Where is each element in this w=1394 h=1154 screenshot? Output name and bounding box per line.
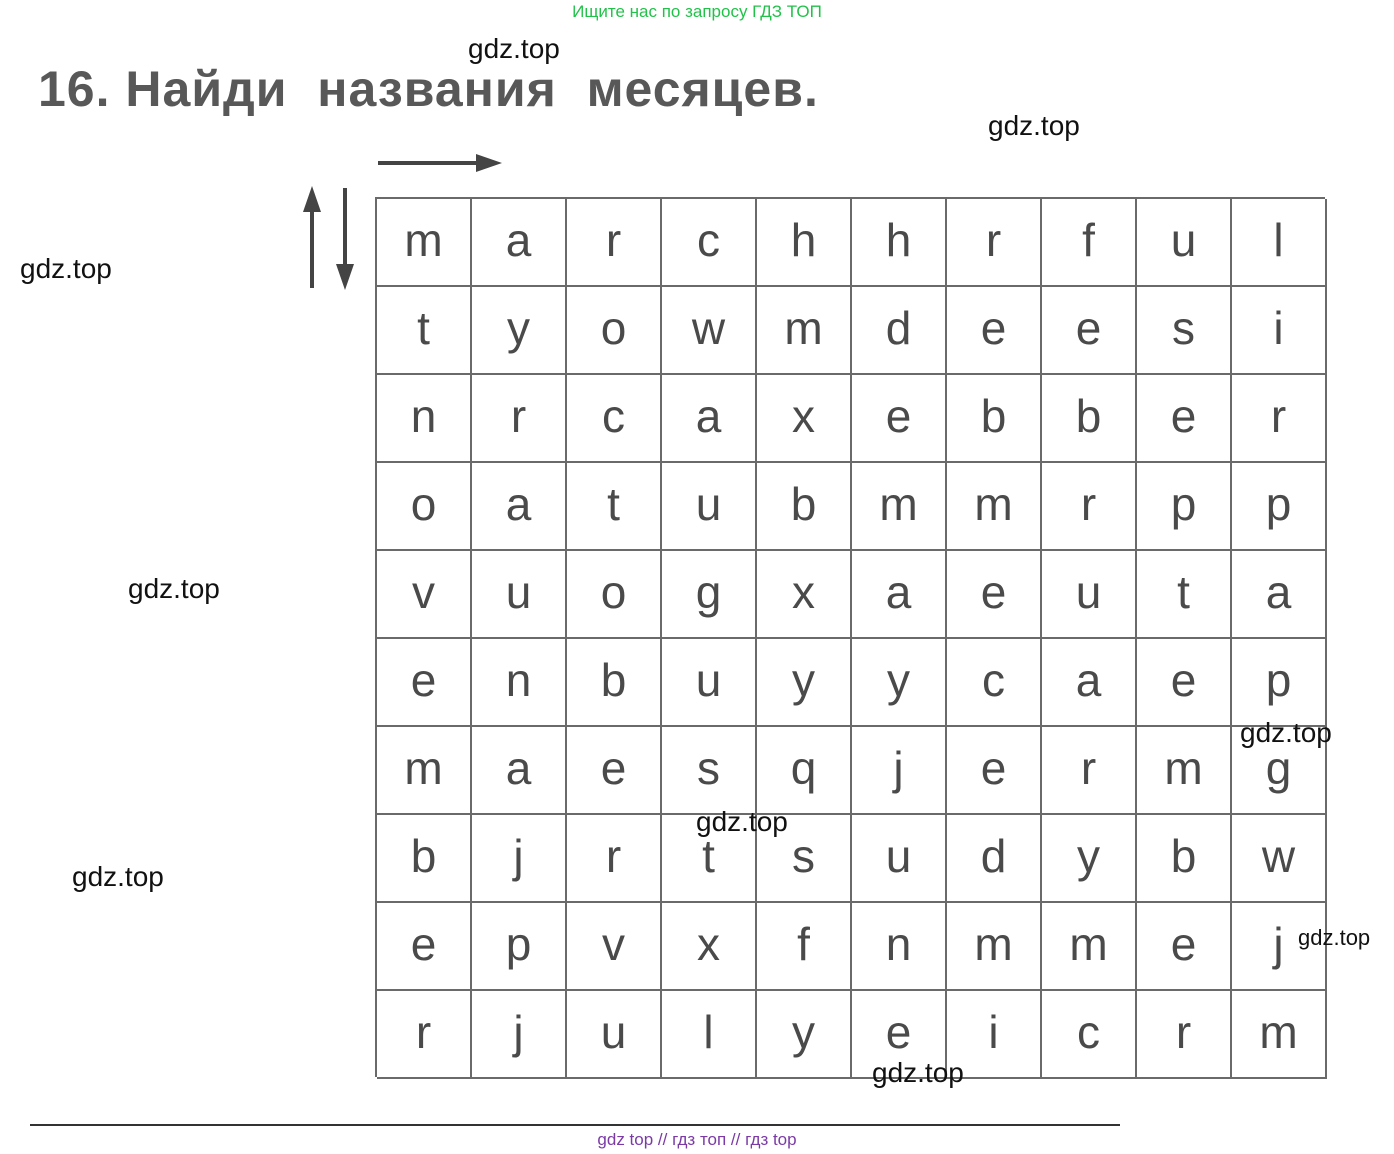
grid-cell[interactable]: t [377, 287, 472, 375]
grid-cell[interactable]: m [377, 727, 472, 815]
grid-cell[interactable]: m [947, 463, 1042, 551]
grid-cell[interactable]: a [472, 727, 567, 815]
grid-cell[interactable]: m [1042, 903, 1137, 991]
grid-cell[interactable]: r [1042, 463, 1137, 551]
grid-cell[interactable]: y [1042, 815, 1137, 903]
watermark: gdz.top [696, 806, 788, 837]
grid-cell[interactable]: m [852, 463, 947, 551]
watermark: gdz.top [20, 253, 112, 284]
grid-cell[interactable]: e [947, 287, 1042, 375]
grid-cell[interactable]: n [377, 375, 472, 463]
grid-cell[interactable]: a [852, 551, 947, 639]
grid-cell[interactable]: h [852, 199, 947, 287]
grid-cell[interactable]: l [1232, 199, 1327, 287]
grid-cell[interactable]: r [1042, 727, 1137, 815]
grid-cell[interactable]: c [947, 639, 1042, 727]
grid-cell[interactable]: x [662, 903, 757, 991]
grid-cell[interactable]: a [662, 375, 757, 463]
grid-cell[interactable]: b [567, 639, 662, 727]
watermark: gdz.top [1298, 925, 1371, 950]
grid-cell[interactable]: y [757, 991, 852, 1079]
grid-cell[interactable]: b [757, 463, 852, 551]
grid-cell[interactable]: u [662, 639, 757, 727]
arrow-down-icon [336, 188, 354, 290]
grid-cell[interactable]: o [567, 551, 662, 639]
exercise-title: 16. Найди названия месяцев. [38, 61, 819, 117]
grid-cell[interactable]: b [377, 815, 472, 903]
grid-cell[interactable]: x [757, 375, 852, 463]
grid-cell[interactable]: s [757, 815, 852, 903]
grid-cell[interactable]: w [1232, 815, 1327, 903]
watermark: gdz.top [872, 1057, 964, 1088]
grid-cell[interactable]: v [377, 551, 472, 639]
watermark: gdz.top [468, 33, 560, 64]
grid-cell[interactable]: r [567, 815, 662, 903]
grid-cell[interactable]: m [757, 287, 852, 375]
grid-cell[interactable]: r [1137, 991, 1232, 1079]
grid-cell[interactable]: o [567, 287, 662, 375]
arrow-right-icon [378, 154, 502, 172]
grid-cell[interactable]: n [852, 903, 947, 991]
grid-cell[interactable]: p [1232, 639, 1327, 727]
grid-cell[interactable]: e [852, 991, 947, 1079]
grid-cell[interactable]: u [1042, 551, 1137, 639]
grid-cell[interactable]: e [1137, 903, 1232, 991]
grid-cell[interactable]: a [1232, 551, 1327, 639]
grid-cell[interactable]: j [1232, 903, 1327, 991]
grid-cell[interactable]: m [947, 903, 1042, 991]
grid-cell[interactable]: u [472, 551, 567, 639]
grid-cell[interactable]: s [662, 727, 757, 815]
grid-cell[interactable]: p [1232, 463, 1327, 551]
grid-cell[interactable]: t [567, 463, 662, 551]
grid-cell[interactable]: p [472, 903, 567, 991]
grid-cell[interactable]: e [567, 727, 662, 815]
watermark: gdz.top [1240, 717, 1332, 748]
grid-cell[interactable]: b [1042, 375, 1137, 463]
grid-cell[interactable]: c [662, 199, 757, 287]
grid-cell[interactable]: a [472, 463, 567, 551]
grid-cell[interactable]: i [1232, 287, 1327, 375]
grid-cell[interactable]: r [947, 199, 1042, 287]
watermark: gdz.top [72, 861, 164, 892]
bottom-divider [30, 1124, 1120, 1126]
grid-cell[interactable]: h [757, 199, 852, 287]
grid-cell[interactable]: r [1232, 375, 1327, 463]
grid-cell[interactable]: p [1137, 463, 1232, 551]
grid-cell[interactable]: m [1137, 727, 1232, 815]
grid-cell[interactable]: y [472, 287, 567, 375]
grid-cell[interactable]: r [567, 199, 662, 287]
grid-cell[interactable]: g [662, 551, 757, 639]
grid-cell[interactable]: e [1042, 287, 1137, 375]
grid-cell[interactable]: w [662, 287, 757, 375]
arrow-up-icon [303, 186, 321, 288]
grid-cell[interactable]: a [472, 199, 567, 287]
grid-cell[interactable]: o [377, 463, 472, 551]
grid-cell[interactable]: i [947, 991, 1042, 1079]
grid-cell[interactable]: m [1232, 991, 1327, 1079]
grid-cell[interactable]: q [757, 727, 852, 815]
grid-cell[interactable]: r [377, 991, 472, 1079]
grid-cell[interactable]: f [1042, 199, 1137, 287]
grid-cell[interactable]: c [1042, 991, 1137, 1079]
grid-cell[interactable]: n [472, 639, 567, 727]
grid-cell[interactable]: r [472, 375, 567, 463]
grid-cell[interactable]: t [1137, 551, 1232, 639]
grid-cell[interactable]: e [852, 375, 947, 463]
grid-cell[interactable]: y [852, 639, 947, 727]
grid-cell[interactable]: e [1137, 639, 1232, 727]
grid-cell[interactable]: j [472, 815, 567, 903]
grid-cell[interactable]: b [1137, 815, 1232, 903]
grid-cell[interactable]: u [852, 815, 947, 903]
grid-cell[interactable]: y [757, 639, 852, 727]
grid-cell[interactable]: t [662, 815, 757, 903]
grid-cell[interactable]: e [377, 903, 472, 991]
grid-cell[interactable]: c [567, 375, 662, 463]
grid-cell[interactable]: u [662, 463, 757, 551]
top-banner: Ищите нас по запросу ГДЗ ТОП [572, 2, 822, 21]
grid-cell[interactable]: v [567, 903, 662, 991]
grid-cell[interactable]: a [1042, 639, 1137, 727]
grid-cell[interactable]: l [662, 991, 757, 1079]
grid-cell[interactable]: x [757, 551, 852, 639]
footer-watermark: gdz top // гдз топ // гдз top [597, 1130, 797, 1149]
grid-cell[interactable]: b [947, 375, 1042, 463]
grid-cell[interactable]: f [757, 903, 852, 991]
grid-cell[interactable]: e [1137, 375, 1232, 463]
grid-cell[interactable]: e [377, 639, 472, 727]
grid-cell[interactable]: d [947, 815, 1042, 903]
grid-cell[interactable]: e [947, 551, 1042, 639]
grid-cell[interactable]: e [947, 727, 1042, 815]
grid-cell[interactable]: s [1137, 287, 1232, 375]
grid-cell[interactable]: j [472, 991, 567, 1079]
grid-cell[interactable]: j [852, 727, 947, 815]
watermark: gdz.top [988, 110, 1080, 141]
grid-cell[interactable]: u [1137, 199, 1232, 287]
watermark: gdz.top [128, 573, 220, 604]
grid-cell[interactable]: g [1232, 727, 1327, 815]
word-search-grid [375, 197, 1325, 1077]
grid-cell[interactable]: u [567, 991, 662, 1079]
grid-cell[interactable]: d [852, 287, 947, 375]
grid-cell[interactable]: m [377, 199, 472, 287]
